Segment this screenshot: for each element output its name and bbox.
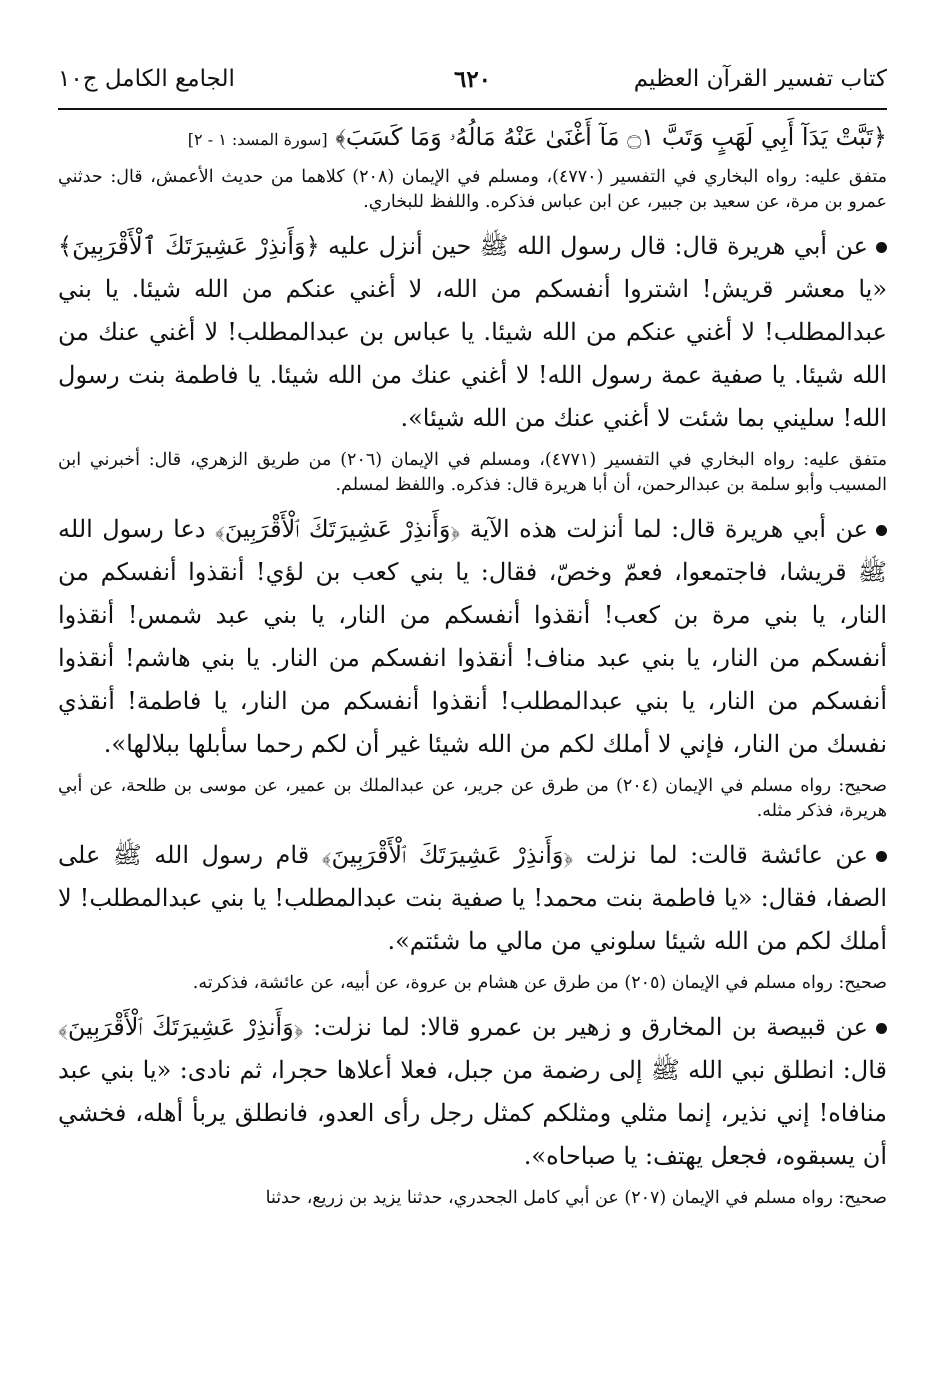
takhrij-note: متفق عليه: رواه البخاري في التفسير (٤٧٧٠)، ومسلم في الإيمان (٢٠٨) كلاهما من حديث الأعمش، قال: حدثني عمرو بن مرة، عن سعيد بن جبير، عن ابن عباس فذكره. واللفظ للبخاري.	[58, 167, 887, 212]
takhrij-note: متفق عليه: رواه البخاري في التفسير (٤٧٧١)، ومسلم في الإيمان (٢٠٦) من طريق الزهري، قال: أخبرني ابن المسيب وأبو سلمة بن عبدالرحمن، أن أبا هريرة قال: فذكره. واللفظ لمسلم.	[58, 450, 887, 495]
hadith-text: عن أبي هريرة قال: قال رسول الله ﷺ حين أنزل عليه ﴿وَأَنذِرْ عَشِيرَتَكَ ٱلْأَقْرَبِينَ﴾ «يا معشر قريش! اشتروا أنفسكم من الله، لا أغني عنكم من الله شيئا. يا بني عبدالمطلب! لا أغني عنكم من الله شيئا. يا عباس بن عبدالمطلب! لا أغني عنك من الله شيئا. يا صفية عمة رسول الله! لا أغني عنك من الله شيئا. يا فاطمة بنت رسول الله! سليني بما شئت لا أغني عنك من الله شيئا».	[58, 232, 887, 432]
takhrij-note: صحيح: رواه مسلم في الإيمان (٢٠٤) من طرق عن جرير، عن عبدالملك بن عمير، عن موسى بن طلحة، عن أبي هريرة، فذكر مثله.	[58, 776, 887, 821]
hadith-text: عن قبيصة بن المخارق و زهير بن عمرو قالا: لما نزلت: ﴿وَأَنذِرْ عَشِيرَتَكَ ٱلْأَقْرَبِينَ﴾ قال: انطلق نبي الله ﷺ إلى رضمة من جبل، فعلا أعلاها حجرا، ثم نادى: «يا بني عبد منافاه! إني نذير، إنما مثلي ومثلكم كمثل رجل رأى العدو، فانطلق يربأ أهله، فخشي أن يسبقوه، فجعل يهتف: يا صباحاه».	[58, 1013, 887, 1170]
page-number: ٦٢٠	[453, 66, 492, 93]
hadith-text: عن أبي هريرة قال: لما أنزلت هذه الآية ﴿وَأَنذِرْ عَشِيرَتَكَ ٱلْأَقْرَبِينَ﴾ دعا رسول الله ﷺ قريشا، فاجتمعوا، فعمّ وخصّ، فقال: يا بني كعب بن لؤي! أنقذوا أنفسكم من النار، يا بني مرة بن كعب! أنقذوا أنفسكم من النار، يا بني عبد شمس! أنقذوا أنفسكم من النار، يا بني عبد مناف! أنقذوا انفسكم من النار. يا بني هاشم! أنقذوا أنفسكم من النار، يا بني عبدالمطلب! أنقذوا أنفسكم من النار، يا فاطمة! أنقذي نفسك من النار، فإني لا أملك لكم من الله شيئا غير أن لكم رحما سأبلها ببلالها».	[58, 515, 887, 758]
bullet-icon	[876, 525, 887, 536]
quran-verse	[58, 118, 887, 159]
hadith-paragraph	[58, 1006, 887, 1178]
takhrij-note: صحيح: رواه مسلم في الإيمان (٢٠٧) عن أبي كامل الجحدري، حدثنا يزيد بن زريع، حدثنا	[265, 1188, 887, 1208]
hadith-paragraph	[58, 508, 887, 766]
page-content	[58, 110, 887, 1211]
bullet-icon	[876, 851, 887, 862]
volume-label: الجامع الكامل ج١٠	[58, 66, 235, 92]
running-title: كتاب تفسير القرآن العظيم	[633, 66, 887, 92]
hadith-paragraph	[58, 834, 887, 963]
book-page	[58, 52, 887, 1374]
hadith-text: عن عائشة قالت: لما نزلت ﴿وَأَنذِرْ عَشِيرَتَكَ ٱلْأَقْرَبِينَ﴾ قام رسول الله ﷺ على الصفا، فقال: «يا فاطمة بنت محمد! يا صفية بنت عبدالمطلب! يا بني عبدالمطلب! لا أملك لكم من الله شيئا سلوني من مالي ما شئتم».	[58, 841, 887, 955]
page-header	[58, 52, 887, 110]
hadith-paragraph	[58, 225, 887, 440]
verse-text: ﴿تَبَّتْ يَدَآ أَبِي لَهَبٍ وَتَبَّ ۝١ مَآ أَغْنَىٰ عَنْهُ مَالُهُۥ وَمَا كَسَبَ﴾	[335, 123, 887, 151]
takhrij-note: صحيح: رواه مسلم في الإيمان (٢٠٥) من طرق عن هشام بن عروة، عن أبيه، عن عائشة، فذكرته.	[192, 973, 887, 993]
verse-reference: [سورة المسد: ١ - ٢]	[187, 130, 328, 149]
bullet-icon	[876, 1023, 887, 1034]
bullet-icon	[876, 242, 887, 253]
